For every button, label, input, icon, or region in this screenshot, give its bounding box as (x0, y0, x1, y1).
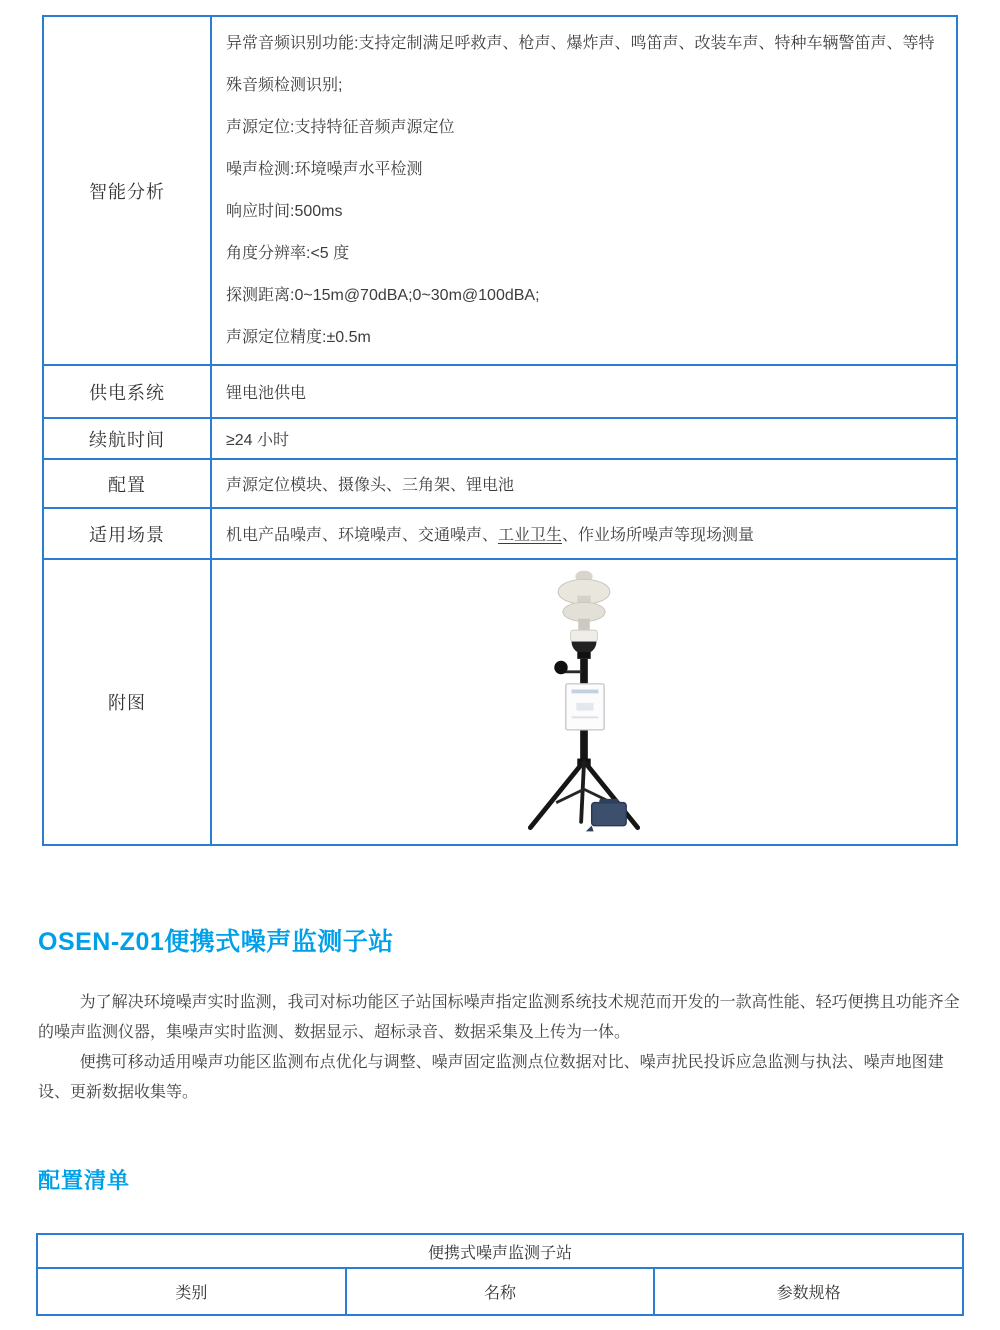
config-table-header-row (37, 1268, 963, 1315)
config-header-category: 类别 (37, 1268, 346, 1315)
config-section-title: 配置清单 (38, 1168, 131, 1193)
battery-box (592, 803, 627, 826)
scenarios-text-pre: 机电产品噪声、环境噪声、交通噪声、 (226, 527, 499, 544)
microphone-ball (554, 661, 567, 674)
spec-label-scenarios: 适用场景 (43, 508, 211, 559)
datalogger-line (572, 716, 599, 718)
windscreen-stem (578, 619, 590, 631)
device-photo (459, 563, 709, 841)
spec-value-battery-life: ≥24 小时 (211, 418, 957, 459)
product-section-title: OSEN-Z01便携式噪声监测子站 (38, 928, 394, 956)
config-header-spec: 参数规格 (654, 1268, 963, 1315)
tripod-leg-center (581, 762, 584, 821)
analysis-line: 异常音频识别功能:支持定制满足呼救声、枪声、爆炸声、鸣笛声、改装车声、特种车辆警笛声、等特殊音频检测识别; (226, 34, 935, 94)
battery-handle (599, 799, 618, 804)
config-table-title: 便携式噪声监测子站 (37, 1234, 963, 1268)
windscreen-disc-bottom (563, 602, 605, 621)
camera-housing (571, 630, 598, 642)
spec-value-scenarios (211, 508, 957, 559)
analysis-line: 声源定位精度:±0.5m (226, 328, 371, 346)
spec-value-figure (211, 559, 957, 845)
analysis-line: 响应时间:500ms (226, 202, 343, 220)
battery-base (586, 826, 594, 832)
spec-label-battery-life: 续航时间 (43, 418, 211, 459)
analysis-line: 声源定位:支持特征音频声源定位 (226, 118, 455, 136)
spec-label-analysis: 智能分析 (43, 16, 211, 365)
config-list-table (36, 1233, 964, 1316)
spec-row-analysis (43, 16, 957, 365)
spec-value-configuration: 声源定位模块、摄像头、三角架、锂电池 (211, 459, 957, 508)
datalogger-screen (576, 703, 593, 711)
camera-mount (577, 652, 590, 659)
spec-label-power: 供电系统 (43, 365, 211, 418)
spec-row-battery-life (43, 418, 957, 459)
scenarios-text-post: 、作业场所噪声等现场测量 (562, 527, 755, 544)
industrial-hygiene-link[interactable]: 工业卫生 (498, 527, 563, 544)
spec-row-figure (43, 559, 957, 845)
product-paragraph-2: 便携可移动适用噪声功能区监测布点优化与调整、噪声固定监测点位数据对比、噪声扰民投诉应急监测与执法、噪声地图建设、更新数据收集等。 (38, 1054, 944, 1101)
product-spec-table (42, 15, 958, 846)
datalogger-label (572, 690, 599, 694)
analysis-line: 噪声检测:环境噪声水平检测 (226, 160, 423, 178)
spec-row-power (43, 365, 957, 418)
spec-value-power: 锂电池供电 (211, 365, 957, 418)
spec-row-scenarios (43, 508, 957, 559)
analysis-line: 探测距离:0~15m@70dBA;0~30m@100dBA; (226, 286, 540, 304)
config-header-name: 名称 (346, 1268, 655, 1315)
spec-value-analysis (211, 16, 957, 365)
product-paragraph-1: 为了解决环境噪声实时监测，我司对标功能区子站国标噪声指定监测系统技术规范而开发的一款高性能、轻巧便携且功能齐全的噪声监测仪器，集噪声实时监测、数据显示、超标录音、数据采集及上传为一体。 (38, 994, 960, 1041)
spec-row-configuration (43, 459, 957, 508)
spec-label-configuration: 配置 (43, 459, 211, 508)
config-table-title-row (37, 1234, 963, 1268)
analysis-line: 角度分辨率:<5 度 (226, 244, 350, 262)
spec-label-figure: 附图 (43, 559, 211, 845)
